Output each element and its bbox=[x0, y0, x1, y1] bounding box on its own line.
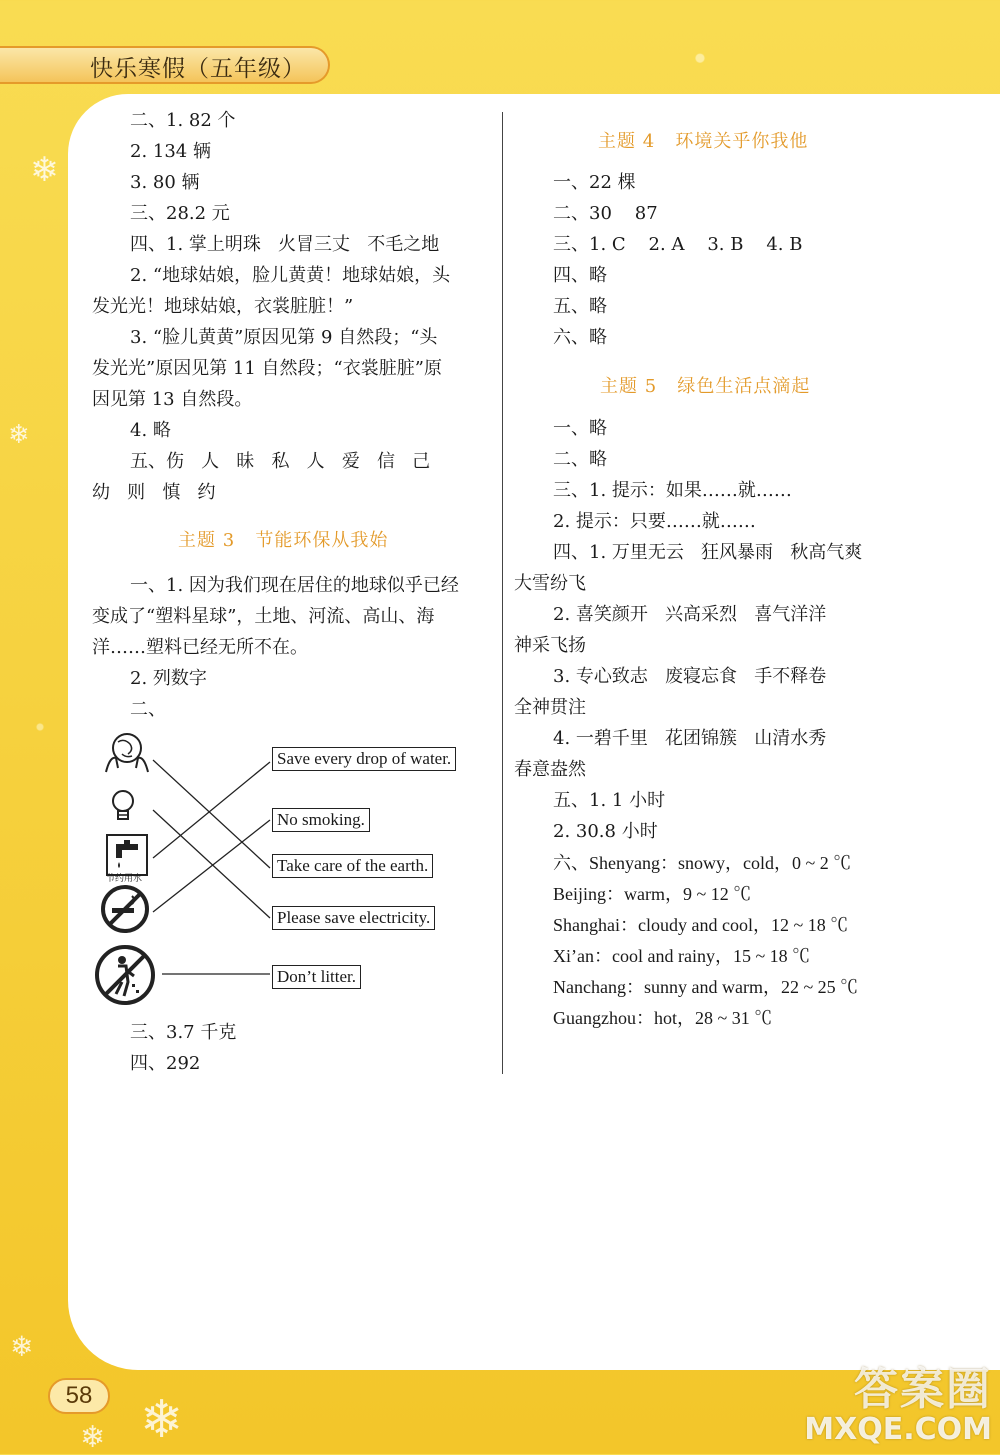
no-littering-icon bbox=[94, 944, 156, 1006]
match-box-no-smoking: No smoking. bbox=[272, 808, 370, 832]
answer-line: 3. “脸儿黄黄”原因见第 9 自然段；“头 bbox=[130, 327, 438, 348]
header-title: 快乐寒假（五年级） bbox=[90, 56, 306, 82]
answer-line: 一、22 棵 bbox=[553, 172, 636, 193]
answer-line: 三、1. 提示：如果……就…… bbox=[553, 480, 792, 501]
answer-line: 三、1. C 2. A 3. B 4. B bbox=[553, 234, 803, 255]
answer-line: 四、1. 万里无云 狂风暴雨 秋高气爽 bbox=[553, 542, 863, 563]
answer-line: 2. 30.8 小时 bbox=[553, 821, 658, 842]
answer-line: 二、1. 82 个 bbox=[130, 110, 236, 131]
answer-line: 2. 列数字 bbox=[130, 668, 207, 689]
snowflake-icon: ❄ bbox=[8, 420, 30, 450]
answer-line: 一、略 bbox=[553, 418, 607, 439]
weather-line: 六、Shenyang：snowy，cold，0 ~ 2 ℃ bbox=[553, 853, 852, 873]
answer-line: 发光光”原因见第 11 自然段；“衣裳脏脏”原 bbox=[92, 358, 442, 379]
answer-line: 洋……塑料已经无所不在。 bbox=[92, 637, 308, 658]
answer-line: 变成了“塑料星球”，土地、河流、高山、海 bbox=[92, 606, 435, 627]
icon-caption: 节约用水 bbox=[106, 874, 143, 884]
light-bulb-icon bbox=[108, 788, 138, 824]
snowflake-icon: ❄ bbox=[10, 1330, 34, 1363]
answer-line: 大雪纷飞 bbox=[514, 573, 586, 594]
no-smoking-icon bbox=[100, 884, 150, 934]
answer-line: 二、 bbox=[130, 699, 166, 720]
answer-line: 2. 134 辆 bbox=[130, 141, 211, 162]
answer-line: 二、30 87 bbox=[553, 203, 658, 224]
earth-hands-icon bbox=[100, 728, 154, 776]
answer-line: 三、3.7 千克 bbox=[130, 1022, 237, 1043]
answer-line: 二、略 bbox=[553, 449, 607, 470]
answer-line: 2. 喜笑颜开 兴高采烈 喜气洋洋 bbox=[553, 604, 827, 625]
answer-line: 发光光！地球姑娘，衣裳脏脏！” bbox=[92, 296, 354, 317]
match-box-electricity: Please save electricity. bbox=[272, 906, 435, 930]
snowflake-icon: ❄ bbox=[30, 150, 59, 190]
match-box-save-water: Save every drop of water. bbox=[272, 747, 456, 771]
answer-line: 五、伤 人 昧 私 人 爱 信 己 bbox=[130, 451, 431, 472]
answer-line: 六、略 bbox=[553, 327, 607, 348]
answer-line: 幼 则 慎 约 bbox=[92, 482, 216, 503]
answer-line: 四、1. 掌上明珠 火冒三丈 不毛之地 bbox=[130, 234, 440, 255]
page-number: 58 bbox=[48, 1378, 110, 1414]
watermark bbox=[804, 1366, 992, 1446]
snowflake-icon: ❄ bbox=[80, 1420, 106, 1455]
weather-line: Beijing：warm，9 ~ 12 ℃ bbox=[553, 884, 752, 904]
weather-line: Guangzhou：hot，28 ~ 31 ℃ bbox=[553, 1008, 773, 1028]
answer-line: 全神贯注 bbox=[514, 697, 586, 718]
weather-line: Xi’an：cool and rainy，15 ~ 18 ℃ bbox=[553, 946, 811, 966]
weather-line: Nanchang：sunny and warm，22 ~ 25 ℃ bbox=[553, 977, 859, 997]
answer-line: 五、略 bbox=[553, 296, 607, 317]
answer-line: 4. 一碧千里 花团锦簇 山清水秀 bbox=[553, 728, 827, 749]
answer-line: 四、292 bbox=[130, 1053, 201, 1074]
answer-line: 2. 提示：只要……就…… bbox=[553, 511, 756, 532]
weather-line: Shanghai：cloudy and cool，12 ~ 18 ℃ bbox=[553, 915, 849, 935]
answer-line: 三、28.2 元 bbox=[130, 203, 230, 224]
match-box-earth: Take care of the earth. bbox=[272, 854, 433, 878]
theme-3-heading: 主题 3 节能环保从我始 bbox=[178, 530, 389, 551]
answer-line: 神采飞扬 bbox=[514, 635, 586, 656]
column-divider bbox=[502, 112, 503, 1074]
answer-line: 四、略 bbox=[553, 265, 607, 286]
answer-line: 3. 专心致志 废寝忘食 手不释卷 bbox=[553, 666, 827, 687]
theme-5-heading: 主题 5 绿色生活点滴起 bbox=[600, 376, 811, 397]
matching-lines bbox=[148, 740, 278, 990]
answer-line: 五、1. 1 小时 bbox=[553, 790, 666, 811]
answer-line: 一、1. 因为我们现在居住的地球似乎已经 bbox=[130, 575, 459, 596]
answer-line: 4. 略 bbox=[130, 420, 171, 441]
watermark-url: MXQE.COM bbox=[804, 1412, 992, 1447]
snowflake-icon: ❄ bbox=[140, 1390, 184, 1450]
theme-4-heading: 主题 4 环境关乎你我他 bbox=[598, 131, 809, 152]
match-box-litter: Don’t litter. bbox=[272, 965, 361, 989]
answer-line: 因见第 13 自然段。 bbox=[92, 389, 253, 410]
answer-line: 3. 80 辆 bbox=[130, 172, 200, 193]
watermark-text: 答案圈 bbox=[854, 1364, 992, 1415]
answer-line: 2. “地球姑娘，脸儿黄黄！地球姑娘，头 bbox=[130, 265, 451, 286]
answer-line: 春意盎然 bbox=[514, 759, 586, 780]
